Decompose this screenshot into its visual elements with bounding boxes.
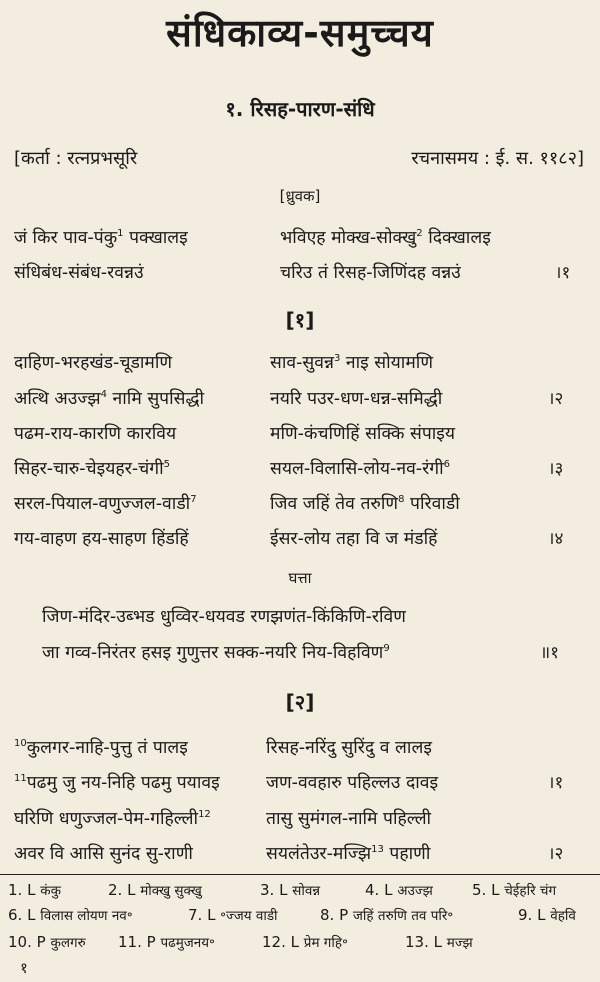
book-title: संधिकाव्य-समुच्चय bbox=[166, 11, 434, 55]
footnote: 5. L चेईहरि चंग bbox=[472, 881, 557, 899]
verse-right: जिव जहिं तेव तरुणि$^8$ परिवाडी bbox=[270, 494, 460, 514]
author-line: [कर्ता : रत्नप्रभसूरि bbox=[14, 148, 138, 169]
footnote: 13. L मज्झ bbox=[405, 933, 473, 951]
verse-right: तासु सुमंगल-नामि पहिल्ली bbox=[266, 809, 432, 829]
verse-number: ।४ bbox=[548, 529, 564, 549]
kadavak-heading: [२] bbox=[285, 690, 315, 714]
verse-right: चरिउ तं रिसह-जिणिंदह वन्नउं bbox=[280, 263, 461, 283]
verse-left: जं किर पाव-पंकु$^1$ पक्खालइ bbox=[14, 228, 188, 248]
verse-right: भविएह मोक्ख-सोक्खु$^2$ दिक्खालइ bbox=[280, 228, 491, 248]
footnote: 7. L ॰ज्जय वाडी bbox=[188, 906, 278, 924]
footnote: 3. L सोवन्न bbox=[260, 881, 321, 899]
ghatta-line: जा गव्व-निरंतर हसइ गुणुत्तर सक्क-नयरि निय-विहविण$^9$ bbox=[42, 643, 390, 663]
verse-left: सिहर-चारु-चेइयहर-चंगी$^5$ bbox=[14, 459, 171, 479]
verse-left: पढम-राय-कारणि कारविय bbox=[14, 424, 177, 444]
footnote: 8. P जहिं तरुणि तव परि॰ bbox=[320, 906, 454, 924]
verse-left: गय-वाहण हय-साहण हिंडहिं bbox=[14, 529, 189, 549]
footnote: 2. L मोक्खु सुक्खु bbox=[108, 881, 202, 899]
verse-left: $^{10}$कुलगर-नाहि-पुत्तु तं पालइ bbox=[14, 738, 188, 758]
verse-right: मणि-कंचणिहिं सक्कि संपाइय bbox=[270, 424, 456, 444]
footnote: 4. L अउज्झ bbox=[365, 881, 433, 899]
kadavak-heading: [१] bbox=[285, 308, 315, 332]
footnote: 11. P पढमुजनय॰ bbox=[118, 933, 215, 951]
footnote: 9. L वेहवि bbox=[518, 906, 576, 924]
verse-left: अत्थि अउज्झ$^4$ नामि सुपसिद्धी bbox=[14, 389, 204, 409]
verse-right: नयरि पउर-धण-धन्न-समिद्धी bbox=[270, 389, 443, 409]
footnote: 10. P कुलगरु bbox=[8, 933, 86, 951]
verse-right: सयल-विलासि-लोय-नव-रंगी$^6$ bbox=[270, 459, 451, 479]
verse-right: ईसर-लोय तहा वि ज मंडहिं bbox=[270, 529, 438, 549]
verse-number: ।३ bbox=[548, 459, 564, 479]
verse-left: घरिणि धणुज्जल-पेम-गहिल्ली$^{12}$ bbox=[14, 809, 211, 829]
verse-number: ॥१ bbox=[540, 643, 560, 663]
verse-number: ।१ bbox=[548, 773, 564, 793]
verse-right: रिसह-नरिंदु सुरिंदु व लालइ bbox=[266, 738, 432, 758]
footnote: 6. L विलास लोयण नव॰ bbox=[8, 906, 133, 924]
verse-right: जण-ववहारु पहिल्लउ दावइ bbox=[266, 773, 439, 793]
verse-right: साव-सुवन्न$^3$ नाइ सोयामणि bbox=[270, 353, 433, 373]
verse-number: ।१ bbox=[555, 263, 571, 283]
verse-left: सरल-पियाल-वणुज्जल-वाडी$^7$ bbox=[14, 494, 197, 514]
verse-right: सयलंतेउर-मज्झि$^{13}$ पहाणी bbox=[266, 844, 431, 864]
verse-number: ।२ bbox=[548, 844, 564, 864]
ghatta-label: घत्ता bbox=[288, 569, 312, 587]
dhruvak-label: [ध्रुवक] bbox=[279, 187, 321, 205]
verse-left: संधिबंध-संबंध-रवन्नउं bbox=[14, 263, 144, 283]
ghatta-line: जिण-मंदिर-उब्भड धुव्विर-धयवड रणझणंत-किंकिणि-रविण bbox=[42, 607, 406, 627]
footnote: 12. L प्रेम गहि॰ bbox=[262, 933, 348, 951]
verse-left: अवर वि आसि सुनंद सु-राणी bbox=[14, 844, 193, 864]
footnote: 1. L कंकु bbox=[8, 881, 61, 899]
verse-left: $^{11}$पढमु जु नय-निहि पढमु पयावइ bbox=[14, 773, 220, 793]
footnote-divider bbox=[0, 874, 600, 875]
composition-date: रचनासमय : ई. स. ११८२] bbox=[411, 148, 584, 169]
verse-number: ।२ bbox=[548, 389, 564, 409]
page-number: १ bbox=[20, 959, 28, 977]
section-heading: १. रिसह-पारण-संधि bbox=[225, 97, 375, 121]
verse-left: दाहिण-भरहखंड-चूडामणि bbox=[14, 353, 173, 373]
